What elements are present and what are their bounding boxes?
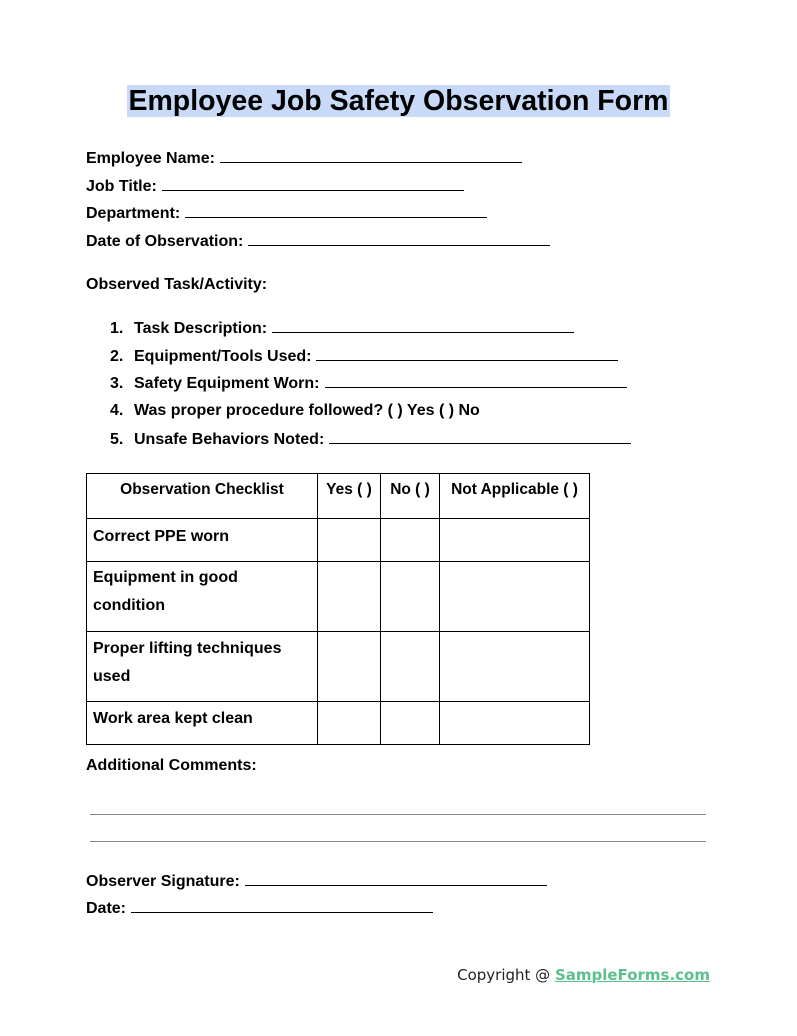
table-row: Correct PPE worn bbox=[87, 519, 590, 562]
yes-cell[interactable] bbox=[318, 632, 381, 702]
yes-cell[interactable] bbox=[318, 562, 381, 632]
na-cell[interactable] bbox=[440, 632, 590, 702]
observation-checklist-table bbox=[86, 473, 590, 745]
blank-line[interactable] bbox=[316, 346, 618, 361]
no-cell[interactable] bbox=[381, 632, 440, 702]
column-header: No ( ) bbox=[381, 474, 440, 519]
observed-task-heading: Observed Task/Activity: bbox=[86, 276, 268, 293]
blank-line[interactable] bbox=[245, 871, 547, 886]
comment-line[interactable] bbox=[90, 814, 706, 815]
table-row: Proper lifting techniques used bbox=[87, 632, 590, 702]
task-item[interactable]: 2. Equipment/Tools Used: bbox=[110, 346, 618, 367]
yes-cell[interactable] bbox=[318, 519, 381, 562]
comment-line[interactable] bbox=[90, 841, 706, 842]
blank-line[interactable] bbox=[185, 203, 487, 218]
blank-line[interactable] bbox=[162, 176, 464, 191]
no-cell[interactable] bbox=[381, 562, 440, 632]
na-cell[interactable] bbox=[440, 702, 590, 745]
no-cell[interactable] bbox=[381, 519, 440, 562]
na-cell[interactable] bbox=[440, 562, 590, 632]
table-row: Equipment in good condition bbox=[87, 562, 590, 632]
blank-line[interactable] bbox=[272, 318, 574, 333]
date-field[interactable]: Date: bbox=[86, 898, 433, 919]
task-item[interactable]: 4. Was proper procedure followed? ( ) Yes ( ) No bbox=[110, 402, 480, 419]
blank-line[interactable] bbox=[325, 373, 627, 388]
yes-cell[interactable] bbox=[318, 702, 381, 745]
task-item[interactable]: 1. Task Description: bbox=[110, 318, 574, 339]
task-item[interactable]: 5. Unsafe Behaviors Noted: bbox=[110, 429, 631, 450]
department-field[interactable]: Department: bbox=[86, 203, 487, 224]
additional-comments-label: Additional Comments: bbox=[86, 757, 257, 774]
employee-name-field[interactable]: Employee Name: bbox=[86, 148, 522, 169]
task-item[interactable]: 3. Safety Equipment Worn: bbox=[110, 373, 627, 394]
sampleforms-link[interactable]: SampleForms.com bbox=[554, 966, 710, 984]
blank-line[interactable] bbox=[131, 898, 433, 913]
table-row: Work area kept clean bbox=[87, 702, 590, 745]
date-of-observation-field[interactable]: Date of Observation: bbox=[86, 231, 550, 252]
na-cell[interactable] bbox=[440, 519, 590, 562]
form-title: Employee Job Safety Observation Form bbox=[128, 85, 669, 117]
column-header: Yes ( ) bbox=[318, 474, 381, 519]
copyright-footer: Copyright @ SampleForms.com bbox=[457, 966, 710, 984]
column-header: Observation Checklist bbox=[87, 474, 318, 519]
table-header-row bbox=[87, 474, 590, 519]
blank-line[interactable] bbox=[220, 148, 522, 163]
blank-line[interactable] bbox=[329, 429, 631, 444]
blank-line[interactable] bbox=[248, 231, 550, 246]
no-cell[interactable] bbox=[381, 702, 440, 745]
observer-signature-field[interactable]: Observer Signature: bbox=[86, 871, 547, 892]
column-header: Not Applicable ( ) bbox=[440, 474, 590, 519]
job-title-field[interactable]: Job Title: bbox=[86, 176, 464, 197]
